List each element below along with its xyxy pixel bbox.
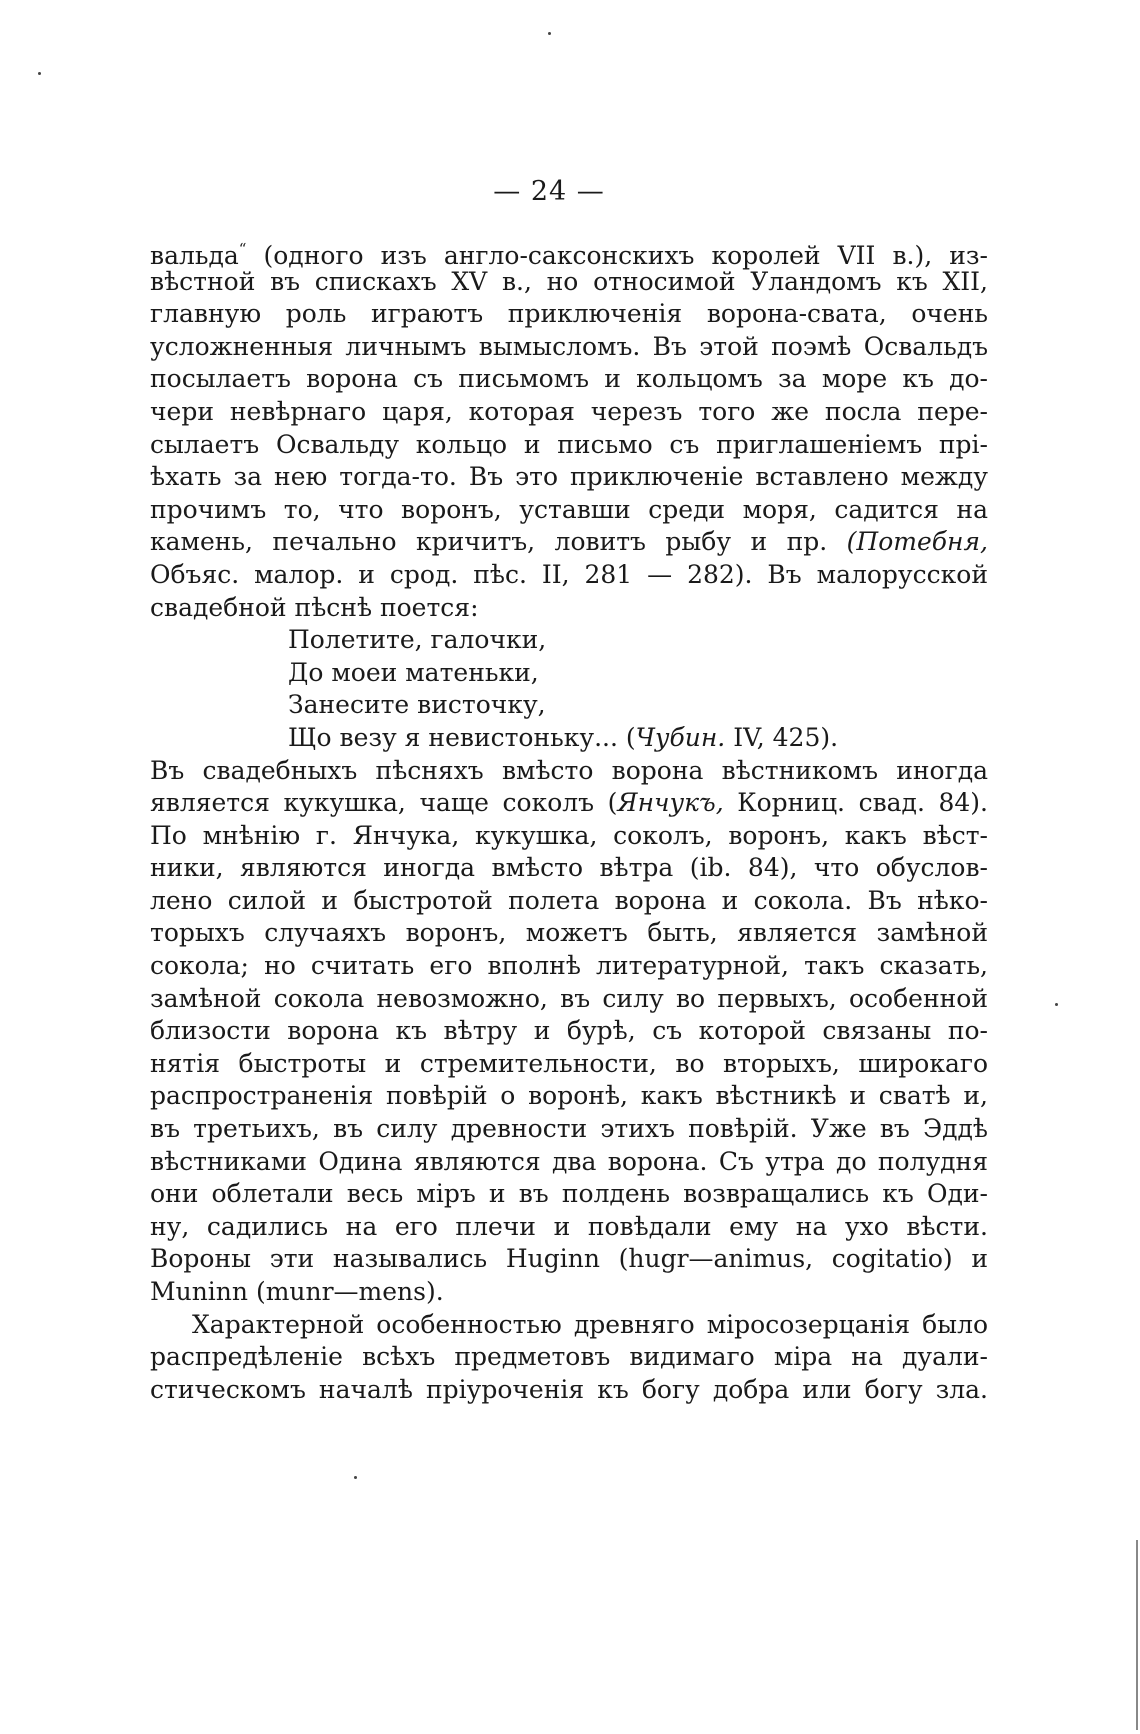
scan-edge-line — [1136, 1540, 1138, 1730]
verse-line: До моеи матеньки, — [288, 657, 539, 687]
text-line: торыхъ случаяхъ воронъ, можетъ быть, является замѣной — [150, 918, 988, 948]
verse-line: Занесите висточку, — [288, 690, 546, 720]
text-span: Корниц. свад. 84). — [723, 788, 988, 818]
scan-speck — [548, 32, 551, 35]
text-line: лено силой и быстротой полета ворона и сокола. Въ нѣко- — [150, 885, 988, 915]
verse-line: Полетите, галочки, — [288, 625, 547, 655]
text-line: въ третьихъ, въ силу древности этихъ повѣрій. Уже въ Эддѣ — [150, 1114, 988, 1144]
text-line: сылаетъ Освальду кольцо и письмо съ приглашеніемъ прі- — [150, 429, 988, 459]
text-line: посылаетъ ворона съ письмомъ и кольцомъ за море къ до- — [150, 364, 988, 394]
text-line: свадебной пѣснѣ поется: — [150, 592, 479, 622]
text-span: (одного изъ англо-саксонскихъ королей VII в.), из- — [246, 241, 988, 270]
text-line: ники, являются иногда вмѣсто вѣтра (ib. 84), что обуслов- — [150, 853, 988, 883]
page-number: — 24 — — [493, 176, 605, 207]
text-line: вѣстной въ спискахъ XV в., но относимой Уландомъ къ XII, — [150, 266, 988, 296]
scan-speck — [1055, 1003, 1058, 1006]
text-line: распространенія повѣрій о воронѣ, какъ вѣстникѣ и сватѣ и, — [150, 1081, 988, 1111]
text-line: Объяс. малор. и срод. пѣс. II, 281 — 282). Въ малорусской — [150, 559, 988, 589]
text-line: стическомъ началѣ пріуроченія къ богу добра или богу зла. — [150, 1374, 988, 1404]
text-line: главную роль играютъ приключенія ворона-свата, очень — [150, 299, 988, 329]
italic-citation: (Потебня, — [846, 527, 988, 557]
text-line — [150, 233, 988, 270]
text-line: вѣстниками Одина являются два ворона. Съ утра до полудня — [150, 1146, 988, 1176]
page-body — [150, 233, 988, 1406]
text-line: распредѣленіе всѣхъ предметовъ видимаго міра на дуали- — [150, 1342, 988, 1372]
text-line: нятія быстроты и стремительности, во вторыхъ, широкаго — [150, 1048, 988, 1078]
text-line — [150, 526, 988, 559]
text-line: они облетали весь міръ и въ полдень возвращались къ Оди- — [150, 1179, 988, 1209]
text-line: близости ворона къ вѣтру и бурѣ, съ которой связаны по- — [150, 1016, 988, 1046]
text-line: Muninn (munr—mens). — [150, 1277, 444, 1306]
text-span: является кукушка, чаще соколъ ( — [150, 788, 618, 818]
italic-citation: Янчукъ, — [617, 788, 724, 818]
text-line: ѣхать за нею тогда-то. Въ это приключеніе вставлено между — [150, 462, 988, 492]
text-span: Що везу я невистоньку... ( — [288, 722, 636, 752]
text-line: Вороны эти назывались Huginn (hugr—animus, cogitatio) и — [150, 1244, 988, 1274]
verse-line — [150, 722, 988, 755]
text-line: чери невѣрнаго царя, которая черезъ того же посла пере- — [150, 396, 988, 426]
text-span: камень, печально кричитъ, ловитъ рыбу и пр. — [150, 527, 847, 557]
italic-citation: Чубин. — [635, 722, 726, 752]
text-line — [150, 787, 988, 820]
superscript-quote: “ — [238, 240, 247, 258]
text-line: ну, садились на его плечи и повѣдали ему на ухо вѣсти. — [150, 1211, 988, 1241]
text-line: прочимъ то, что воронъ, уставши среди моря, садится на — [150, 494, 988, 524]
scan-speck — [38, 72, 41, 75]
text-line: сокола; но считать его вполнѣ литературной, такъ сказать, — [150, 951, 988, 981]
text-line: замѣной сокола невозможно, въ силу во первыхъ, особенной — [150, 983, 988, 1013]
text-span: вальда — [150, 241, 239, 270]
text-line: усложненныя личнымъ вымысломъ. Въ этой поэмѣ Освальдъ — [150, 331, 988, 361]
text-line: Характерной особенностью древняго міросозерцанія было — [192, 1309, 988, 1339]
text-line: Въ свадебныхъ пѣсняхъ вмѣсто ворона вѣстникомъ иногда — [150, 755, 988, 785]
text-span: IV, 425). — [725, 722, 839, 752]
text-line: По мнѣнію г. Янчука, кукушка, соколъ, воронъ, какъ вѣст- — [150, 820, 988, 850]
scan-speck — [354, 1476, 357, 1479]
